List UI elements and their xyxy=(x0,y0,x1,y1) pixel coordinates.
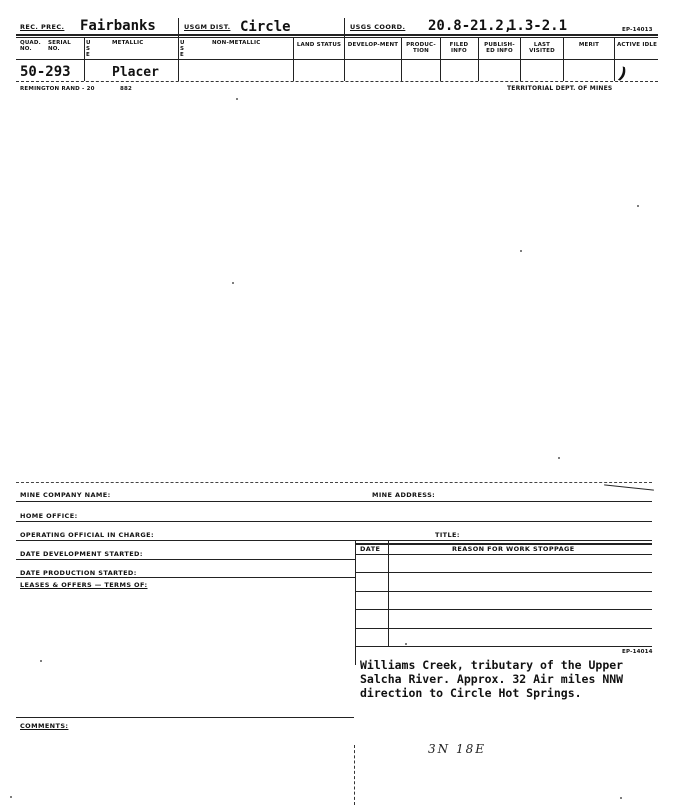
form-rule xyxy=(355,554,652,555)
header-rule xyxy=(16,59,658,60)
location-line: direction to Circle Hot Springs. xyxy=(360,686,582,700)
mine-company-name-label: MINE COMPANY NAME: xyxy=(20,491,111,499)
form-rule xyxy=(16,540,652,541)
col-published-info: PUBLISH-ED INFO xyxy=(484,42,515,54)
col-active-idle: ACTIVE IDLE xyxy=(616,42,658,48)
home-office-label: HOME OFFICE: xyxy=(20,512,78,520)
header-rule xyxy=(16,37,658,38)
scan-speck xyxy=(520,250,522,252)
scan-speck xyxy=(10,796,12,798)
scan-speck xyxy=(405,643,407,645)
col-last-visited: LAST VISITED xyxy=(529,42,555,54)
col-nonmetallic: NON-METALLIC xyxy=(212,40,261,46)
col-development: DEVELOP-MENT xyxy=(347,42,399,48)
usgs-coord-label: USGS COORD. xyxy=(350,23,406,31)
scan-speck xyxy=(40,660,42,662)
scan-speck xyxy=(232,282,234,284)
scan-speck xyxy=(637,205,639,207)
usgm-dist-value: Circle xyxy=(240,19,291,35)
form-rule xyxy=(16,501,652,502)
column-divider xyxy=(478,37,479,81)
date-development-label: DATE DEVELOPMENT STARTED: xyxy=(20,550,143,558)
stoppage-row xyxy=(355,628,652,629)
card-edge-stroke xyxy=(604,484,654,490)
printer-code: 882 xyxy=(120,86,133,92)
column-divider xyxy=(563,37,564,81)
rec-prec-label: REC. PREC. xyxy=(20,23,65,31)
form-divider xyxy=(354,745,355,805)
reason-column-header: REASON FOR WORK STOPPAGE xyxy=(452,545,575,553)
col-land-status: LAND STATUS xyxy=(296,42,342,48)
serial-value: 50-293 xyxy=(20,64,71,80)
usgs-coord-value-1: 20.8-21.2, xyxy=(428,18,513,34)
stoppage-row xyxy=(355,572,652,573)
form-number-bottom: EP-14014 xyxy=(622,649,653,655)
stoppage-table-divider xyxy=(388,541,389,646)
usgs-coord-value-2: 1.3-2.1 xyxy=(508,18,568,34)
col-serial-no: SERIAL NO. xyxy=(48,40,71,52)
rec-prec-value: Fairbanks xyxy=(80,18,156,34)
title-label: TITLE: xyxy=(435,531,460,539)
location-line: Salcha River. Approx. 32 Air miles NNW xyxy=(360,672,624,686)
header-rule xyxy=(16,81,658,82)
stoppage-row xyxy=(355,609,652,610)
column-divider xyxy=(401,37,402,81)
col-quad-no: QUAD. NO. xyxy=(20,40,41,52)
col-merit: MERIT xyxy=(578,42,600,48)
scan-speck xyxy=(558,457,560,459)
column-divider xyxy=(293,37,294,81)
form-rule xyxy=(16,521,652,522)
column-divider xyxy=(84,37,85,81)
mine-address-label: MINE ADDRESS: xyxy=(372,491,436,499)
form-rule xyxy=(16,717,354,718)
department-label: TERRITORIAL DEPT. OF MINES xyxy=(507,85,613,92)
date-column-header: DATE xyxy=(360,545,381,553)
date-production-label: DATE PRODUCTION STARTED: xyxy=(20,569,137,577)
col-use-metallic: U S E xyxy=(86,40,91,58)
col-metallic: METALLIC xyxy=(112,40,144,46)
column-divider xyxy=(520,37,521,81)
location-line: Williams Creek, tributary of the Upper xyxy=(360,658,624,672)
column-divider xyxy=(614,37,615,81)
stoppage-row xyxy=(355,591,652,592)
col-production: PRODUC-TION xyxy=(406,42,436,54)
col-use-nonmetallic: U S E xyxy=(180,40,185,58)
stoppage-row xyxy=(355,646,652,647)
column-divider xyxy=(344,18,345,81)
form-rule xyxy=(16,559,356,560)
scan-speck xyxy=(236,98,238,100)
column-divider xyxy=(178,18,179,81)
printer-label: REMINGTON RAND - 20 xyxy=(20,86,95,92)
usgm-dist-label: USGM DIST. xyxy=(184,23,231,31)
comments-label: COMMENTS: xyxy=(20,722,69,730)
metallic-value: Placer xyxy=(112,65,159,80)
col-filed-info: FILED INFO xyxy=(449,42,469,54)
active-check-mark: ) xyxy=(615,63,630,84)
handwritten-township: 3N 18E xyxy=(428,742,486,756)
location-description xyxy=(360,658,623,700)
form-rule xyxy=(16,577,356,578)
card-edge xyxy=(16,482,652,483)
header-rule xyxy=(16,34,658,36)
column-divider xyxy=(440,37,441,81)
leases-offers-label: LEASES & OFFERS — TERMS OF: xyxy=(20,581,148,589)
form-number-top: EP-14013 xyxy=(622,27,653,33)
scan-speck xyxy=(620,797,622,799)
operating-official-label: OPERATING OFFICIAL IN CHARGE: xyxy=(20,531,154,539)
